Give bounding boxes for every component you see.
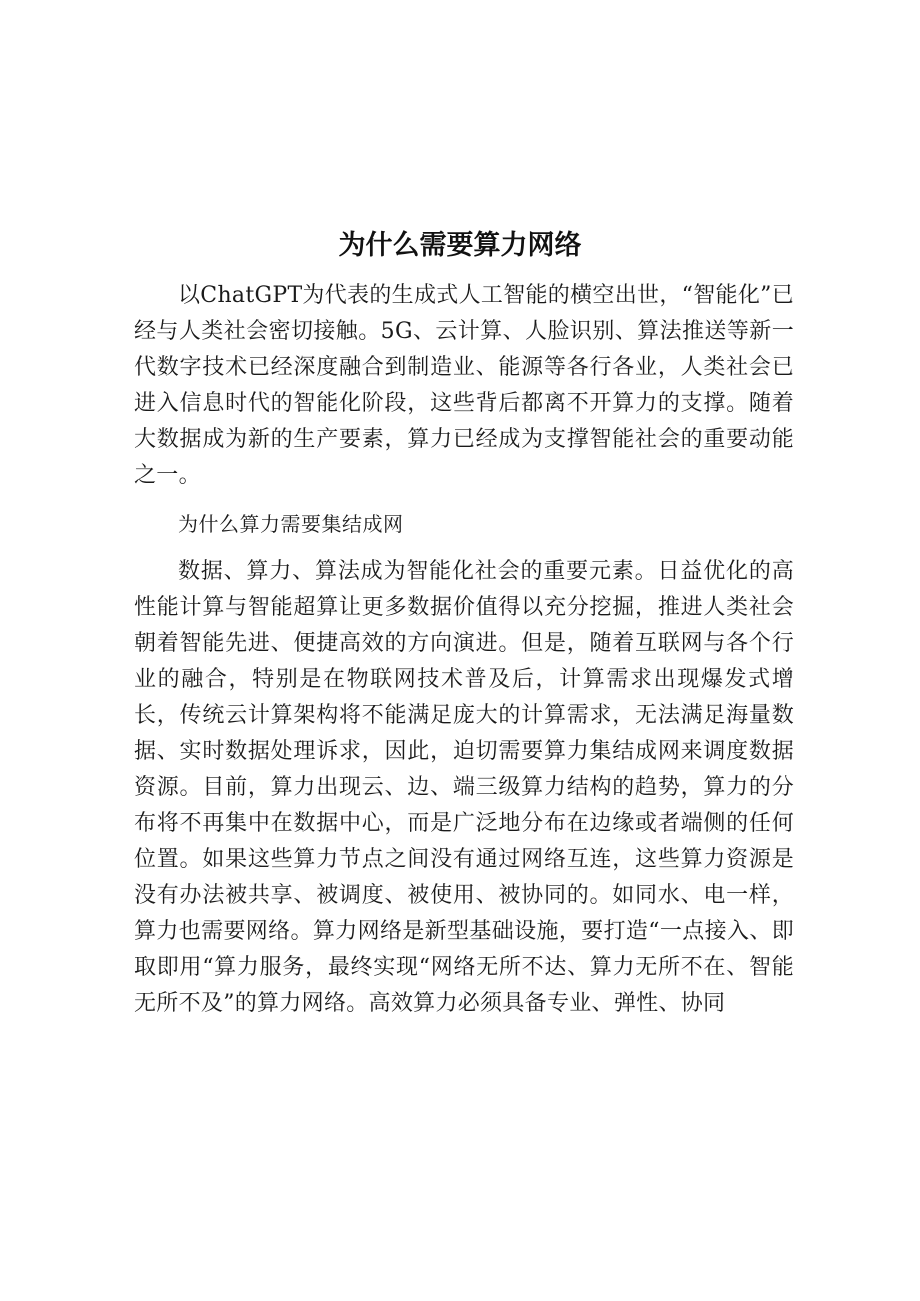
document-body xyxy=(134,278,794,1034)
section-heading: 为什么算力需要集结成网 xyxy=(178,512,404,536)
body-paragraph: 数据、算力、算法成为智能化社会的重要元素。日益优化的高性能计算与智能超算让更多数据价值得以充分挖掘，推进人类社会朝着智能先进、便捷高效的方向演进。但是，随着互联网与各个行业的融合，特别是在物联网技术普及后，计算需求出现爆发式增长，传统云计算架构将不能满足庞大的计算需求，无法满足海量数据、实时数据处理诉求，因此，迫切需要算力集结成网来调度数据资源。目前，算力出现云、边、端三级算力结构的趋势，算力的分布将不再集中在数据中心，而是广泛地分布在边缘或者端侧的任何位置。如果这些算力节点之间没有通过网络互连，这些算力资源是没有办法被共享、被调度、被使用、被协同的。如同水、电一样，算力也需要网络。算力网络是新型基础设施，要打造“一点接入、即取即用“算力服务，最终实现“网络无所不达、算力无所不在、智能无所不及”的算力网络。高效算力必须具备专业、弹性、协同 xyxy=(134,559,794,1016)
intro-paragraph: 以ChatGPT为代表的生成式人工智能的横空出世，“智能化”已经与人类社会密切接触。5G、云计算、人脸识别、算法推送等新一代数字技术已经深度融合到制造业、能源等各行各业，人类社会已进入信息时代的智能化阶段，这些背后都离不开算力的支撑。随着大数据成为新的生产要素，算力已经成为支撑智能社会的重要动能之一。 xyxy=(134,283,794,488)
document-title: 为什么需要算力网络 xyxy=(338,230,582,261)
